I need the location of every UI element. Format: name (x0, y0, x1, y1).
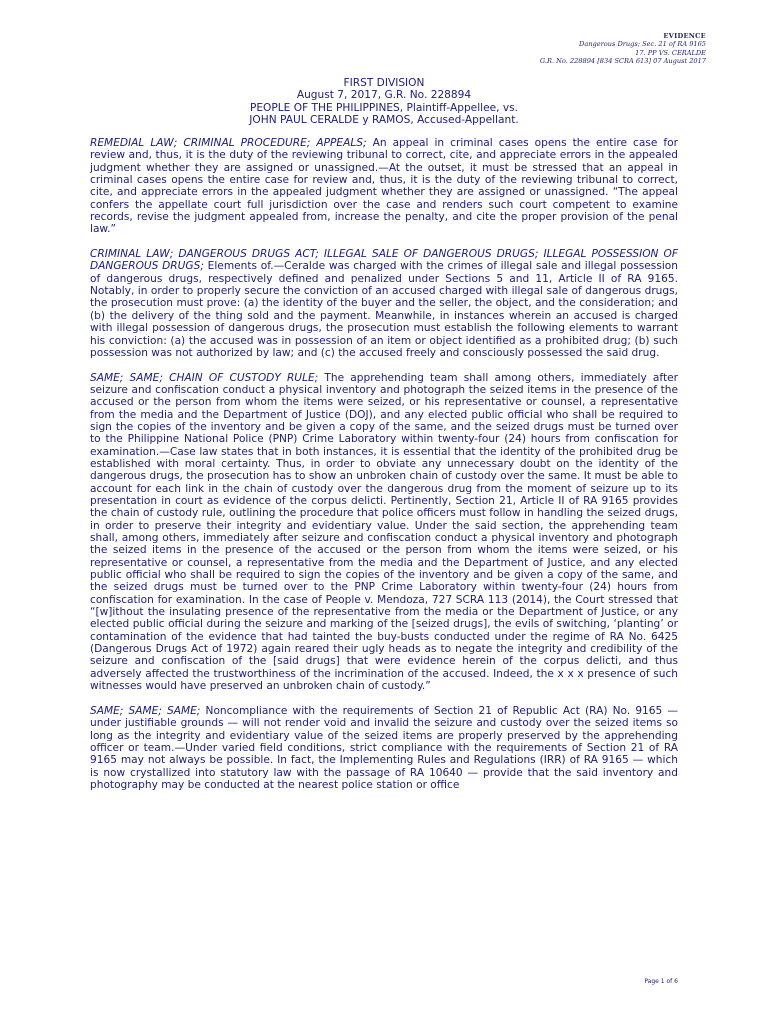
accused-line: JOHN PAUL CERALDE y RAMOS, Accused-Appellant. (249, 114, 519, 127)
syllabus-text: An appeal in criminal cases opens the entire case for review and, thus, it is the duty of the reviewing tribunal to correct, cite, and appreciate errors in the appealed judgment whether they are assigned or unassigned.—At the outset, it must be stressed that an appeal in criminal cases opens the entire case for review and, thus, it is the duty of the reviewing tribunal to correct, cite, and appreciate errors in the appealed judgment whether they are assigned or unassigned. “The appeal confers the appellate court full jurisdiction over the case and renders such court competent to examine records, revise the judgment appealed from, increase the penalty, and cite the proper provision of the penal law.” (90, 137, 679, 236)
running-head-case-name: 17. PP VS. CERALDE (635, 48, 706, 57)
running-head-title: EVIDENCE (663, 32, 706, 40)
syllabus-text: Noncompliance with the requirements of Section 21 of Republic Act (RA) No. 9165 — under justifiable grounds — will not render void and invalid the seizure and custody over the seized items so long as the integrity and evidentiary value of the seized items are properly preserved by the apprehending officer or team.—Under varied field conditions, strict compliance with the requirements of Section 21 of RA 9165 may not always be possible. In fact, the Implementing Rules and Regulations (IRR) of RA 9165 — which is now crystallized into statutory law with the passage of RA 10640 — provide that the said inventory and photography may be conducted at the nearest police station or office (90, 704, 679, 791)
syllabus-body (90, 137, 678, 804)
syllabus-paragraph (90, 248, 678, 359)
syllabus-keywords: CRIMINAL LAW; DANGEROUS DRUGS ACT; ILLEGAL SALE OF DANGEROUS DRUGS; ILLEGAL POSSESSION OF DANGEROUS DRUGS; (90, 248, 678, 273)
syllabus-paragraph (90, 372, 678, 693)
syllabus-text: Elements of.—Ceralde was charged with the crimes of illegal sale and illegal possession of dangerous drugs, respectively defined and penalized under Sections 5 and 11, Article II of RA 9165. Notably, in order to properly secure the conviction of an accused charged with illegal sale of dangerous drugs, the prosecution must prove: (a) the identity of the buyer and the seller, the object, and the consideration; and (b) the delivery of the thing sold and the payment. Meanwhile, in instances wherein an accused is charged with illegal possession of dangerous drugs, the prosecution must establish the following elements to warrant his conviction: (a) the accused was in possession of an item or object identified as a prohibited drug; (b) such possession was not authorized by law; and (c) the accused freely and consciously possessed the said drug. (90, 260, 678, 359)
division-heading: FIRST DIVISION (343, 77, 425, 89)
syllabus-keywords: REMEDIAL LAW; CRIMINAL PROCEDURE; APPEALS; (90, 137, 367, 149)
case-date-number: August 7, 2017, G.R. No. 228894 (296, 89, 472, 102)
syllabus-paragraph (90, 137, 678, 236)
case-caption (90, 77, 678, 127)
plaintiff-line: PEOPLE OF THE PHILIPPINES, Plaintiff-Appellee, vs. (249, 101, 519, 114)
running-head (540, 32, 706, 66)
syllabus-keywords: SAME; SAME; CHAIN OF CUSTODY RULE; (90, 371, 319, 384)
syllabus-keywords: SAME; SAME; SAME; (90, 704, 201, 717)
running-head-citation: G.R. No. 228894 [834 SCRA 613] 07 August 2017 (539, 57, 706, 66)
syllabus-text: The apprehending team shall among others, immediately after seizure and confiscation conduct a physical inventory and photograph the seized items in the presence of the accused or the person from whom the items were seized, or his representative or counsel, a representative from the media and the Department of Justice (DOJ), and any elected public official who shall be required to sign the copies of the inventory and be given a copy of the same, and the seized drugs must be turned over to the Philippine National Police (PNP) Crime Laboratory within twenty-four (24) hours from confiscation for examination.—Case law states that in both instances, it is essential that the identity of the prohibited drug be established with moral certainty. Thus, in order to obviate any unnecessary doubt on the identity of the dangerous drugs, the prosecution has to show an unbroken chain of custody over the same. It must be able to account for each link in the chain of custody over the dangerous drug from the moment of seizure up to its presentation in court as evidence of the corpus delicti. Pertinently, Section 21, Article II of RA 9165 provides the chain of custody rule, outlining the procedure that police officers must follow in handling the seized drugs, in order to preserve their integrity and evidentiary value. Under the said section, the apprehending team shall, among others, immediately after seizure and confiscation conduct a physical inventory and photograph the seized items in the presence of the accused or the person from whom the items were seized, or his representative or counsel, a representative from the media and the Department of Justice, and any elected public official who shall be required to sign the copies of the inventory and be given a copy of the same, and the seized drugs must be turned over to the PNP Crime Laboratory within twenty-four (24) hours from confiscation for examination. In the case of People v. Mendoza, 727 SCRA 113 (2014), the Court stressed that “[w]ithout the insulating presence of the representative from the media or the Department of Justice, or any elected public official during the seizure and marking of the [seized drugs], the evils of switching, ‘planting’ or contamination of the evidence that had tainted the buy-busts conducted under the regime of RA No. 6425 (Dangerous Drugs Act of 1972) again reared their ugly heads as to negate the integrity and credibility of the seizure and confiscation of the [said drugs] that were evidence herein of the corpus delicti, and thus adversely affected the trustworthiness of the incrimination of the accused. Indeed, the x x x presence of such witnesses would have preserved an unbroken chain of custody.” (90, 371, 678, 693)
page-number: Page 1 of 6 (644, 978, 678, 985)
syllabus-paragraph (90, 705, 678, 791)
running-head-topic: Dangerous Drugs; Sec. 21 of RA 9165 (579, 40, 706, 49)
